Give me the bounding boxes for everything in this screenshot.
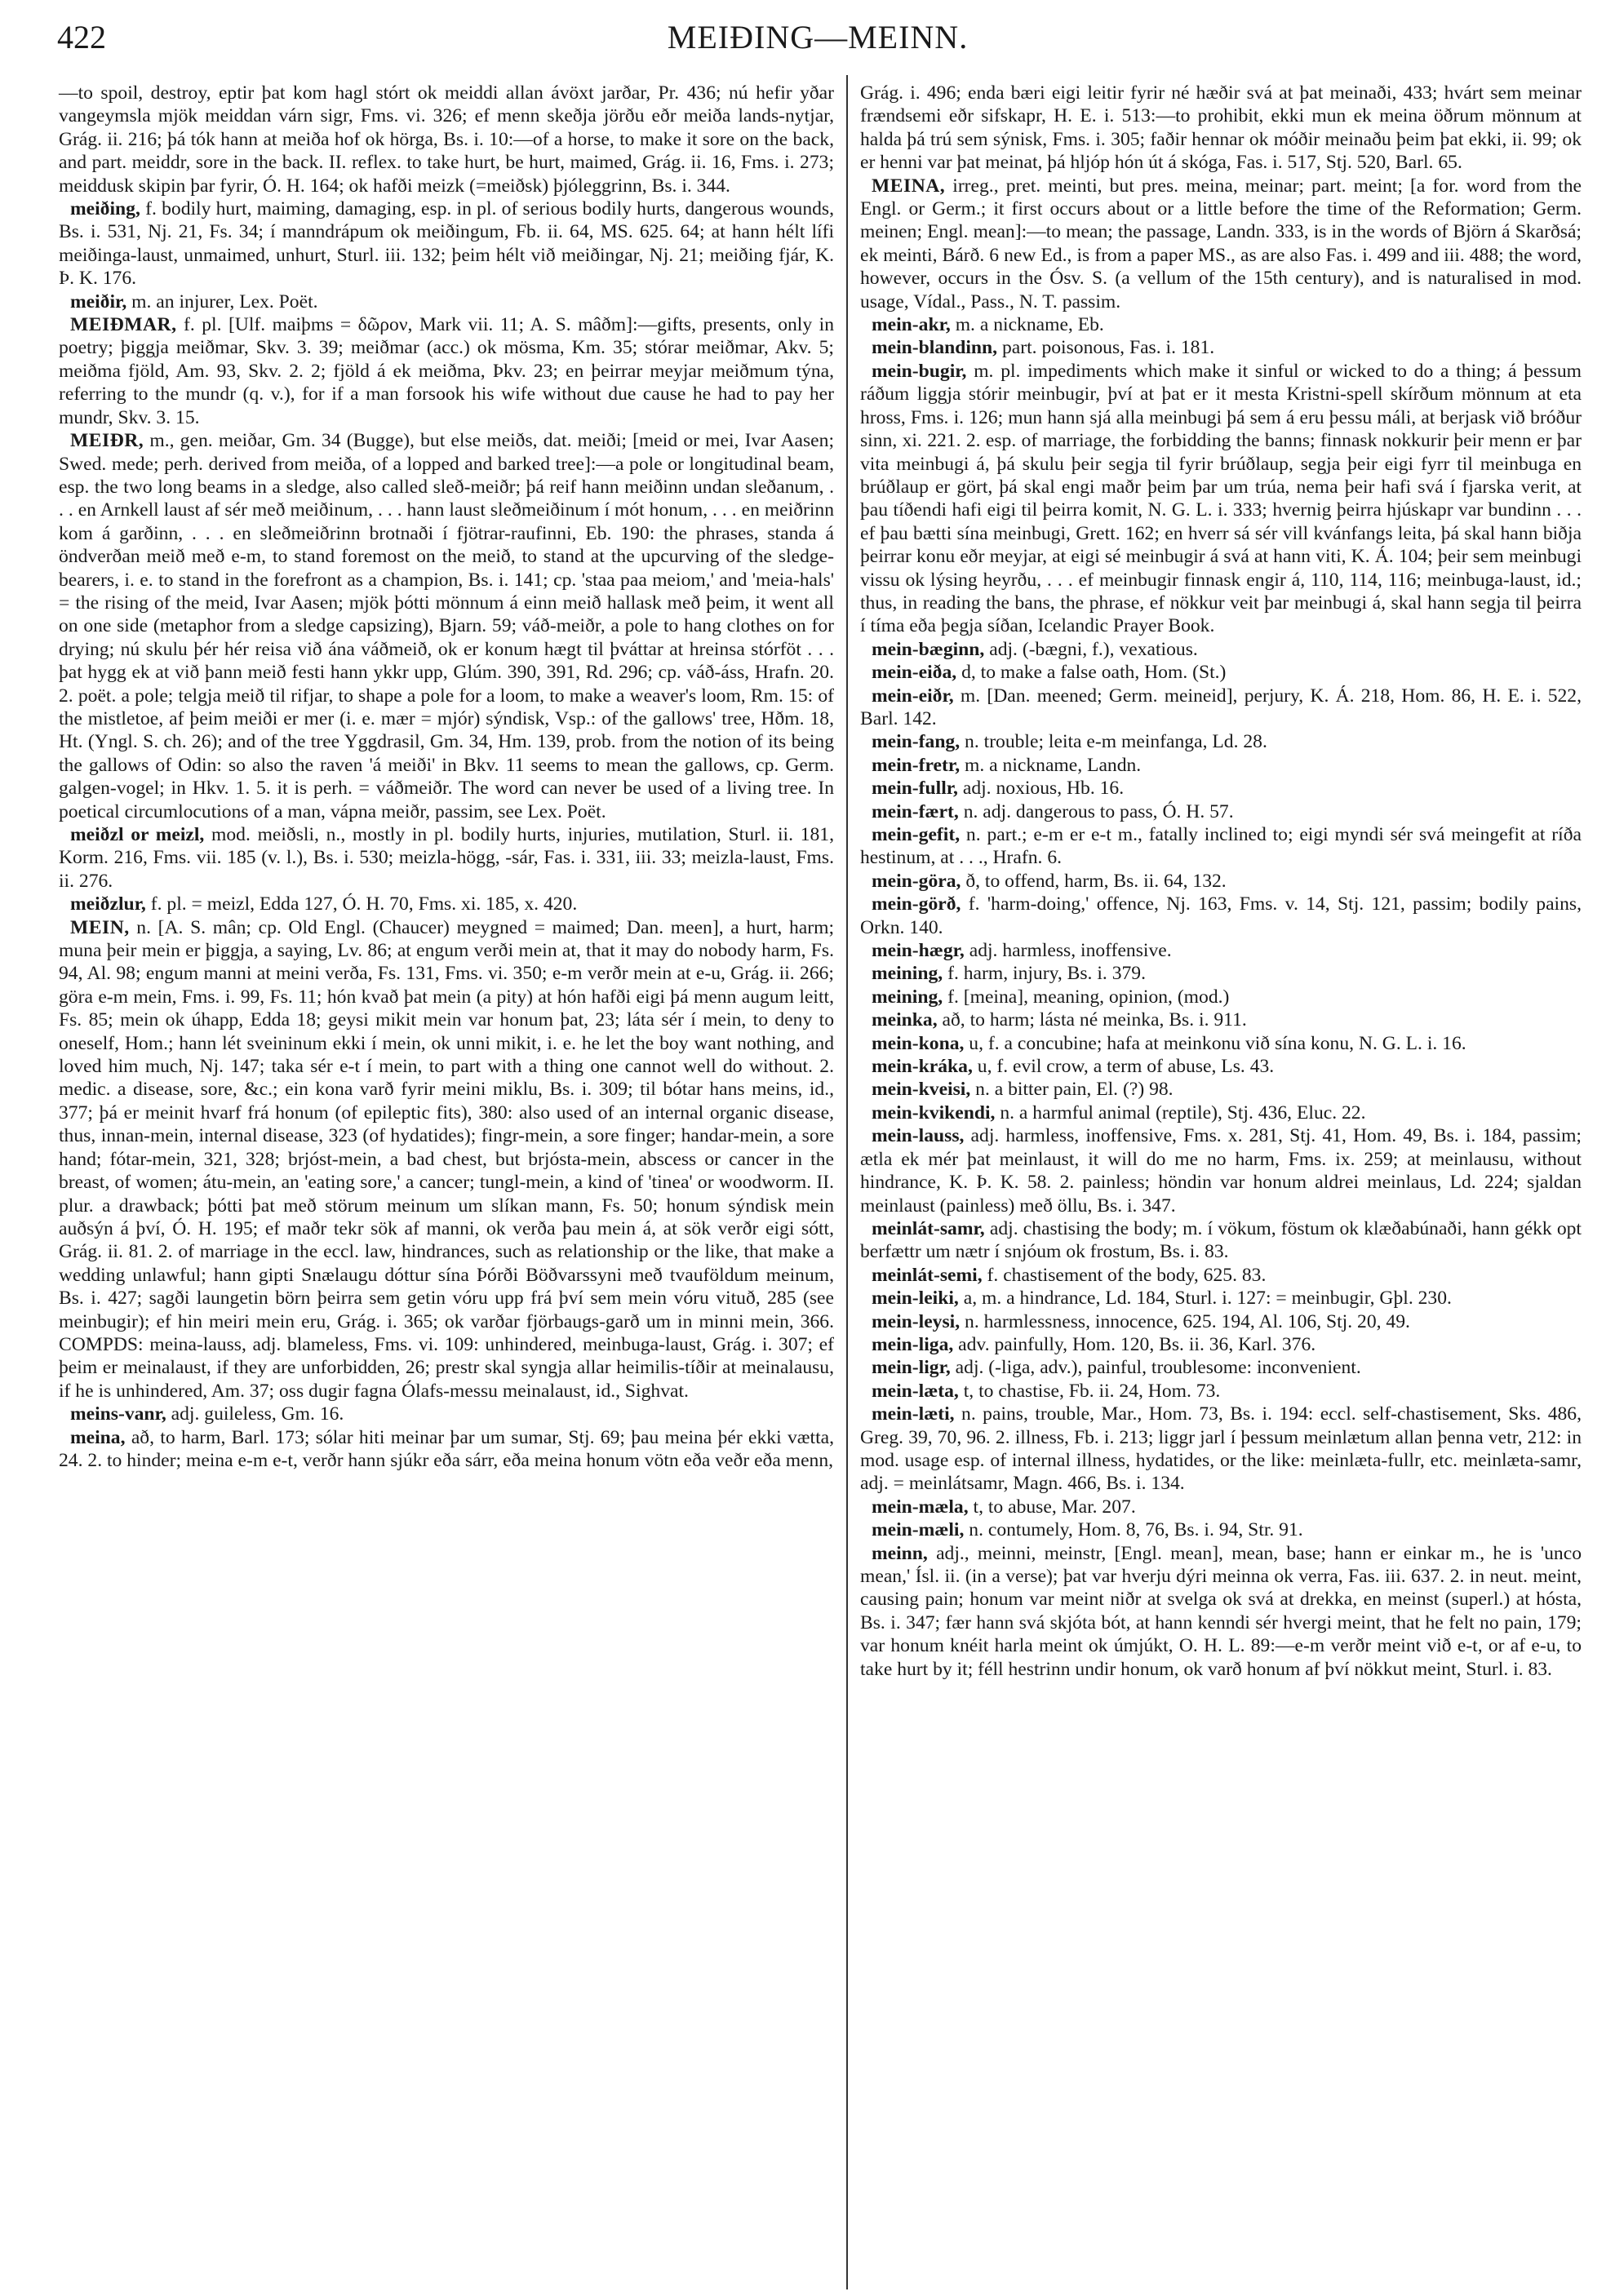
headword: meiðzlur, [70, 893, 146, 915]
entry-definition: u, f. a concubine; hafa at meinkonu við sína konu, N. G. L. i. 16. [964, 1032, 1466, 1054]
dictionary-entry [59, 823, 834, 893]
entry-definition: mod. meiðsli, n., mostly in pl. bodily hurts, injuries, mutilation, Sturl. ii. 181, Korm. 216, Fms. vii. 185 (v. l.), Bs. i. 530; meizla-högg, -sár, Fas. i. 331, iii. 33; meizla-laust, Fms. ii. 276. [59, 824, 834, 892]
dictionary-entry [860, 823, 1582, 870]
dictionary-entry [860, 1032, 1582, 1055]
dictionary-entry [860, 1101, 1582, 1124]
dictionary-entry [59, 1426, 834, 1473]
headword: mein-mæli, [872, 1519, 965, 1541]
dictionary-entry [860, 1310, 1582, 1333]
dictionary-entry [860, 175, 1582, 313]
dictionary-entry [860, 685, 1582, 731]
entry-definition: n. adj. dangerous to pass, Ó. H. 57. [958, 800, 1234, 822]
headword: mein-akr, [872, 314, 951, 336]
entry-definition: f. pl. [Ulf. maiþms = δῶρον, Mark vii. 11; A. S. mâðm]:—gifts, presents, only in poetry; þiggja meiðmar, Skv. 3. 39; meiðmar (acc.) ok mösma, Km. 35; stórar meiðmar, Akv. 5; meiðma fjöld, Am. 93, Skv. 2. 2; fjöld á ek meiðma, Þkv. 23; en þeirrar meyjar meiðmum týna, referring to the mundr (q. v.), for if a man forsook his wife without due cause he had to pay her mundr, Skv. 3. 15. [59, 314, 834, 428]
dictionary-entry [860, 1264, 1582, 1287]
dictionary-entry [860, 1008, 1582, 1031]
headword: MEINA, [872, 175, 946, 197]
entry-definition: n. trouble; leita e-m meinfanga, Ld. 28. [960, 731, 1267, 753]
headword: mein-blandinn, [872, 337, 998, 359]
dictionary-entry [860, 1356, 1582, 1379]
column-divider [846, 75, 848, 2289]
headword: MEIÐMAR, [70, 314, 177, 336]
dictionary-entry [860, 893, 1582, 939]
entry-definition: að, to harm; lásta né meinka, Bs. i. 911. [937, 1009, 1247, 1031]
entry-definition: adj. chastising the body; m. í vökum, föstum ok klæðabúnaði, hann gékk opt berfættr um nætr í snjóum ok frostum, Bs. i. 83. [860, 1217, 1582, 1263]
dictionary-entry [59, 1403, 834, 1425]
entry-definition: u, f. evil crow, a term of abuse, Ls. 43. [972, 1056, 1275, 1078]
headword: mein-kona, [872, 1032, 965, 1054]
entry-definition: m. an injurer, Lex. Poët. [126, 290, 318, 312]
headword: mein-bugir, [872, 360, 967, 382]
entry-definition: f. harm, injury, Bs. i. 379. [943, 963, 1146, 985]
headword: mein-lauss, [872, 1125, 965, 1147]
dictionary-entry [860, 1287, 1582, 1310]
dictionary-entry [860, 1333, 1582, 1356]
dictionary-entry [860, 1542, 1582, 1681]
headword: meins-vanr, [70, 1403, 166, 1425]
dictionary-entry [860, 1518, 1582, 1541]
headword: mein-kveisi, [872, 1079, 971, 1101]
dictionary-entry [860, 800, 1582, 823]
headword: meiðzl or meizl, [70, 824, 205, 845]
dictionary-entry [860, 313, 1582, 336]
headword: mein-mæla, [872, 1496, 969, 1518]
headword: mein-kráka, [872, 1056, 973, 1078]
dictionary-entry [860, 730, 1582, 753]
dictionary-entry [860, 638, 1582, 661]
entry-definition: m. a nickname, Landn. [960, 754, 1142, 776]
dictionary-entry [860, 870, 1582, 893]
dictionary-entry [860, 777, 1582, 800]
dictionary-entry [860, 939, 1582, 962]
headword: mein-leiki, [872, 1288, 959, 1310]
dictionary-entry [860, 962, 1582, 985]
dictionary-entry [59, 197, 834, 290]
headword: mein-liga, [872, 1333, 954, 1355]
entry-definition: f. [meina], meaning, opinion, (mod.) [943, 986, 1230, 1008]
entry-definition: irreg., pret. meinti, but pres. meina, meinar; part. meint; [a for. word from the Engl. or Germ.; it first occurs about or a little before the time of the Reformation; Germ. meinen; Engl. mean]:—to mean; the passage, Landn. 333, is in the words of Björn á Skarðsá; ek meinti, Bárð. 6 new Ed., is from a paper MS., as are also Fas. i. 499 and iii. 488; the word, however, occurs in the Ósv. S. (a vellum of the 15th century), and is naturalised in mod. usage, Vídal., Pass., N. T. passim. [860, 175, 1582, 312]
left-column [59, 82, 834, 2285]
headword: mein-fang, [872, 731, 961, 753]
headword: mein-læti, [872, 1403, 955, 1425]
headword: meinka, [872, 1009, 938, 1031]
headword: meiðing, [70, 198, 140, 220]
entry-definition: adj. guileless, Gm. 16. [166, 1403, 344, 1425]
entry-definition: n. pains, trouble, Mar., Hom. 73, Bs. i. 194: eccl. self-chastisement, Sks. 486, Greg. 39, 70, 96. 2. illness, Fb. i. 213; liggr jarl í þessum meinlætum allan þenna vetr, 212: in mod. usage esp. of internal illness, hydatides, or the like: meinlæta-fullr, etc. meinlæta-samr, adj. = meinlátsamr, Magn. 466, Bs. i. 134. [860, 1403, 1582, 1495]
entry-definition: m. [Dan. meened; Germ. meineid], perjury, K. Á. 218, Hom. 86, H. E. i. 522, Barl. 142. [860, 685, 1582, 729]
headword: mein-fullr, [872, 778, 958, 800]
entry-definition: Grág. i. 496; enda bæri eigi leitir fyrir né hæðir svá at þat meinaði, 433; hvárt sem meinar frændsemi eðr sifskapr, H. E. i. 513:—to prohibit, ekki mun ek meina öðrum mönnum at halda þá trú sem sýnisk, Fms. i. 305; faðir hennar ok móðir meinaðu þeim þat ekki, ii. 99; ok er henni var þat meinat, þá hljóp hón út á skóga, Fas. i. 517, Stj. 520, Barl. 65. [860, 82, 1582, 174]
entry-definition: f. 'harm-doing,' offence, Nj. 163, Fms. v. 14, Stj. 121, passim; bodily pains, Orkn. 140. [860, 893, 1582, 938]
headword: meiðir, [70, 290, 127, 312]
entry-definition: adv. painfully, Hom. 120, Bs. ii. 36, Karl. 376. [953, 1333, 1316, 1355]
entry-definition: n. a harmful animal (reptile), Stj. 436, Eluc. 22. [995, 1101, 1366, 1124]
entry-definition: d, to make a false oath, Hom. (St.) [956, 662, 1227, 684]
dictionary-entry [860, 1078, 1582, 1101]
entry-definition: að, to harm, Barl. 173; sólar hiti meinar þar um sumar, Stj. 69; þau meina þér ekki vætta, 24. 2. to hinder; meina e-m e-t, verðr hann sjúkr eða sárr, eða meina honum vötn eða veðr eða menn, [59, 1426, 834, 1471]
entry-definition: f. bodily hurt, maiming, damaging, esp. in pl. of serious bodily hurts, dangerous wounds, Bs. i. 531, Nj. 21, Fs. 34; í manndrápum ok meiðingum, Fb. ii. 64, MS. 625. 64; at hann hélt lífi meiðinga-laust, unmaimed, unhurt, Sturl. iii. 132; þeim hélt við meiðingar, Nj. 21; meiðing fjár, K. Þ. K. 176. [59, 198, 834, 290]
headword: mein-görð, [872, 893, 961, 915]
dictionary-entry [860, 1055, 1582, 1078]
dictionary-entry [860, 661, 1582, 684]
entry-definition: f. pl. = meizl, Edda 127, Ó. H. 70, Fms. xi. 185, x. 420. [145, 893, 578, 915]
entry-definition: adj. (-liga, adv.), painful, troublesome: inconvenient. [950, 1357, 1361, 1379]
right-column [860, 82, 1582, 2285]
dictionary-entry [860, 1496, 1582, 1518]
headword: meinlát-samr, [872, 1217, 985, 1239]
entry-definition: t, to chastise, Fb. ii. 24, Hom. 73. [958, 1380, 1221, 1402]
entry-definition: adj. (-bægni, f.), vexatious. [984, 638, 1198, 660]
entry-definition: f. chastisement of the body, 625. 83. [982, 1264, 1267, 1286]
entry-definition: adj. harmless, inoffensive, Fms. x. 281, Stj. 41, Hom. 49, Bs. i. 184, passim; ætla ek mér þat meinlaust, it will do me no harm, Fms. ix. 259; at meinlausu, without hindrance, K. Þ. K. 58. 2. painless; höndin var honum aldrei meinlaus, Ld. 224; sjaldan meinlaust (painless) með öllu, Bs. i. 347. [860, 1125, 1582, 1217]
continued-entry [59, 82, 834, 197]
continued-entry [860, 82, 1582, 175]
dictionary-entry [860, 1217, 1582, 1264]
dictionary-entry [860, 1380, 1582, 1403]
entry-definition: —to spoil, destroy, eptir þat kom hagl stórt ok meiddi allan ávöxt jarðar, Pr. 436; nú hefir yðar vangeymsla mjök meiddan várn sigr, Fms. vi. 326; ef menn skeðja jörðu eðr meiða lands-nytjar, Grág. ii. 216; þá tók hann at meiða hof ok hörga, Bs. i. 10:—of a horse, to make it sore on the back, and part. meiddr, sore in the back. II. reflex. to take hurt, be hurt, maimed, Grág. ii. 16, Fms. i. 273; meiddusk skipin þar fyrir, Ó. H. 164; ok hafði meizk (=meiðsk) þjóleggrinn, Bs. i. 344. [59, 82, 834, 197]
headword: mein-bæginn, [872, 638, 985, 660]
entry-definition: t, to abuse, Mar. 207. [968, 1496, 1136, 1518]
headword: mein-gefit, [872, 824, 961, 845]
headword: mein-læta, [872, 1380, 959, 1402]
headword: meining, [872, 986, 943, 1008]
dictionary-entry [860, 336, 1582, 359]
headword: mein-göra, [872, 870, 961, 892]
headword: meina, [70, 1426, 126, 1448]
dictionary-entry [59, 313, 834, 429]
entry-definition: m. pl. impediments which make it sinful or wicked to do a thing; á þessum ráðum liggja stórir meinbugir, því at þat er it mesta Kristni-spell skírðum mönnum at eta hross, Fms. i. 126; mun hann sjá alla meinbugi þá sem á eru þessu máli, at berjask við bróður sinn, xi. 221. 2. esp. of marriage, the forbidding the banns; finnask nokkurir þeir menn er þar vita meinbugi á, þá skulu þeir segja til fyrir brúðlaup, segja þeir eigi fyrr til meinbuga en brúðlaup er gört, þá skal engi maðr þeim þar um trúa, nema þeir hafi svá í fjarska verit, at þau tíðendi hafi eigi til þeirra komit, N. G. L. i. 333; hvernig þeirra hjúskapr var bundinn . . . ef þau bætti sína meinbugi, Grett. 162; en hverr sá sér vill kvánfangs leita, þá skal hann biðja þeirrar konu eðr meyjar, at eigi sé meinbugir á svá at hann viti, K. Á. 104; þeir sem meinbugi vissu ok lýsing heyrðu, . . . ef meinbugir finnask engir á, 110, 114, 116; meinbuga-laust, id.; thus, in reading the bans, the phrase, ef nökkur veit þar meinbugi á, skal hann segja til þeirra í tíma eða þegja síðan, Icelandic Prayer Book. [860, 360, 1582, 637]
headword: mein-kvikendi, [872, 1101, 996, 1124]
entry-definition: m., gen. meiðar, Gm. 34 (Bugge), but else meiðs, dat. meiði; [meid or mei, Ivar Aasen; Swed. mede; perh. derived from meiða, of a lopped and barked tree]:—a pole or longitudinal beam, esp. the two long beams in a sledge, also called sleð-meiðr; þá reif hann meiðinn undan sleðanum, . . . en Arnkell laust af sér með meiðinum, . . . hann laust sleðmeiðinum í mót honum, . . . en meiðrinn kom á garðinn, . . . en sleðmeiðrinn brotnaði í fjötrar-raufinni, Eb. 190: the phrases, standa á öndverðan meið með e-m, to stand foremost on the meið, to stand at the upcurving of the sledge-bearers, i. e. to stand in the forefront as a champion, Bs. i. 141; cp. 'staa paa meiom,' and 'meia-hals' = the rising of the meid, Ivar Aasen; mjök þótti mönnum á einn meið hallask með þeim, it went all on one side (metaphor from a sledge capsizing), Bjarn. 59; váð-meiðr, a pole to hang clothes on for drying; nú skulu þér hér reisa við ána váðmeið, ok er konum hægt til þváttar at hreinsa stórföt . . . þat hygg ek at við þann meið festi hann ykkr upp, Glúm. 390, 391, Rd. 296; cp. váð-áss, Hrafn. 20. 2. poët. a pole; telgja meið til rifjar, to shape a pole for a loom, to make a weaver's loom, Rm. 15: of the mistletoe, af þeim meiði er mer (i. e. mær = mjór) sýndisk, Vsp.: of the gallows' tree, Hðm. 18, Ht. (Yngl. S. ch. 26); and of the tree Yggdrasil, Gm. 34, Hm. 139, prob. from the notion of its being the gallows of Odin: so also the raven 'á meiði' in Bkv. 11 seems to mean the gallows, cp. Germ. galgen-vogel; in Hkv. 1. 5. it is perh. = váðmeiðr. The word can never be used of a living tree. In poetical circumlocutions of a man, vápna meiðr, passim, see Lex. Poët. [59, 430, 834, 822]
headword: MEIN, [70, 916, 130, 938]
headword: meinn, [872, 1542, 928, 1564]
entry-definition: adj., meinni, meinstr, [Engl. mean], mean, base; hann er einkar m., he is 'unco mean,' Ísl. ii. (in a verse); þat var hverju dýri meinna ok verra, Fas. iii. 637. 2. in neut. meint, causing pain; honum var meint niðr at svelga ok svá at drekka, en meinst (superl.) at hósta, Bs. i. 347; fær hann svá skjóta bót, at hann kenndi sér hvergi meint, that he felt no pain, 179; var honum knéit harla meint ok úmjúkt, O. H. L. 89:—e-m verðr meint við e-t, or af e-u, to take hurt by it; féll hestrinn undir honum, ok varð honum af því nökkut meint, Sturl. i. 83. [860, 1542, 1582, 1680]
headword: mein-fært, [872, 800, 959, 822]
entry-definition: n. a bitter pain, El. (?) 98. [970, 1079, 1174, 1101]
entry-definition: ð, to offend, harm, Bs. ii. 64, 132. [961, 870, 1227, 892]
entry-definition: m. a nickname, Eb. [950, 314, 1104, 336]
entry-definition: adj. noxious, Hb. 16. [957, 778, 1125, 800]
headword: mein-eiða, [872, 662, 957, 684]
dictionary-entry [59, 290, 834, 313]
entry-definition: a, m. a hindrance, Ld. 184, Sturl. i. 127: = meinbugir, Gþl. 230. [958, 1288, 1452, 1310]
entry-definition: n. part.; e-m er e-t m., fatally inclined to; eigi myndi sér svá meingefit at ríða hestinum, at . . ., Hrafn. 6. [860, 824, 1582, 869]
entry-definition: n. contumely, Hom. 8, 76, Bs. i. 94, Str. 91. [964, 1519, 1303, 1541]
running-head: MEIÐING—MEINN. [667, 19, 969, 55]
dictionary-entry [860, 1124, 1582, 1217]
entry-definition: n. harmlessness, innocence, 625. 194, Al. 106, Stj. 20, 49. [960, 1310, 1410, 1332]
headword: mein-hægr, [872, 940, 965, 962]
dictionary-entry [59, 429, 834, 823]
entry-definition: part. poisonous, Fas. i. 181. [997, 337, 1215, 359]
page-number: 422 [57, 19, 106, 55]
dictionary-entry [860, 754, 1582, 777]
entry-definition: n. [A. S. mân; cp. Old Engl. (Chaucer) meygned = maimed; Dan. meen], a hurt, harm; muna þeir mein er þiggja, a saying, Lv. 86; at engum verði mein at, that it may do nobody harm, Fs. 94, Al. 98; engum manni at meini verða, Fs. 131, Fms. vi. 350; e-m verðr mein at e-u, Grág. ii. 266; göra e-m mein, Fms. i. 99, Fs. 11; hón kvað þat mein (a pity) at hón hafði eigi þá menn augum leitt, Fs. 85; mein ok úhapp, Edda 18; geysi mikit mein var honum þat, 23; láta sér í mein, to deny to oneself, Hom.; hann lét sveininum ekki í mein, ok unni mikit, i. e. he let the boy want nothing, and loved him much, Nj. 147; taka sér e-t í mein, to part with a thing one cannot well do without. 2. medic. a disease, sore, &c.; ein kona varð fyrir meini miklu, Bs. i. 309; til bótar hans meins, id., 377; þá er meinit hvarf frá honum (of epileptic fits), 380: also used of an internal organic disease, thus, innan-mein, internal disease, 323 (of hydatides); fingr-mein, a sore finger; handar-mein, a sore hand; fótar-mein, 321, 328; brjóst-mein, a bad chest, but brjósta-mein, abscess or cancer in the breast, of women; átu-mein, an 'eating sore,' a cancer; tungl-mein, a kind of 'tinea' or woodworm. II. plur. a drawback; þótti þat með störum meinum um slíkan mann, Fs. 50; honum sýndisk mein auðsýn á því, Ó. H. 195; ef maðr tekr sök af manni, ok verða þau mein á, at sök verðr eigi sótt, Grág. ii. 81. 2. of marriage in the eccl. law, hindrances, such as relationship or the like, that make a wedding unlawful; hann gipti Snælaugu dóttur sína Þórði Böðvarssyni með tvauföldum meinum, Bs. i. 427; sagði laungetin börn þeirra sem getin vóru upp frá því sem mein vóru vituð, 285 (see meinbugir); ef hin meiri mein eru, Grág. i. 365; ok varðar fjörbaugs-garð um in minni mein, 366. COMPDS: meina-lauss, adj. blameless, Fms. vi. 109: unhindered, meinbuga-laust, Grág. i. 307; ef þeim er meinalaust, if they are unforbidden, 26; prestr skal syngja allar heimilis-tíðir at meinalausu, if he is unhindered, Am. 37; oss dugir fagna Ólafs-messu meinalaust, id., Sighvat. [59, 916, 834, 1402]
headword: meinlát-semi, [872, 1264, 983, 1286]
page-header [57, 18, 1578, 59]
headword: mein-ligr, [872, 1357, 951, 1379]
dictionary-entry [59, 893, 834, 915]
dictionary-entry [860, 360, 1582, 638]
headword: mein-leysi, [872, 1310, 961, 1332]
dictionary-entry [59, 916, 834, 1403]
headword: MEIÐR, [70, 430, 144, 452]
entry-definition: adj. harmless, inoffensive. [964, 940, 1172, 962]
dictionary-entry [860, 986, 1582, 1008]
headword: mein-fretr, [872, 754, 961, 776]
headword: meining, [872, 963, 943, 985]
headword: mein-eiðr, [872, 685, 954, 707]
dictionary-entry [860, 1403, 1582, 1496]
